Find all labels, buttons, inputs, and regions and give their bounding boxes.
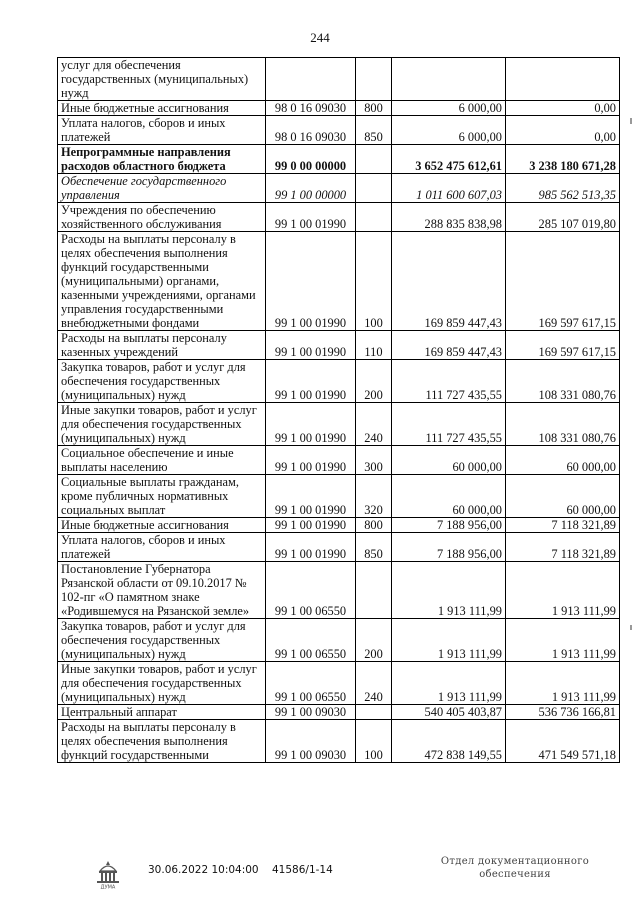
row-amount-year1: 1 913 111,99 [392,619,506,662]
row-type: 320 [356,475,392,518]
row-name: Социальные выплаты гражданам, кроме публичных нормативных социальных выплат [58,475,266,518]
row-code: 99 1 00 06550 [266,619,356,662]
row-amount-year1: 111 727 435,55 [392,360,506,403]
row-amount-year1: 472 838 149,55 [392,720,506,763]
logo-text: ДУМА [100,884,116,889]
row-amount-year1 [392,58,506,101]
row-name: услуг для обеспечения государственных (муниципальных) нужд [58,58,266,101]
row-amount-year1: 169 859 447,43 [392,232,506,331]
footer-date: 30.06.2022 10:04:00 [148,864,259,876]
row-code: 99 1 00 06550 [266,562,356,619]
row-amount-year2: 7 118 321,89 [506,533,620,562]
row-amount-year1: 169 859 447,43 [392,331,506,360]
row-type [356,705,392,720]
row-type: 800 [356,101,392,116]
row-amount-year2: 7 118 321,89 [506,518,620,533]
row-name: Уплата налогов, сборов и иных платежей [58,116,266,145]
table-row [58,232,620,331]
table-row [58,145,620,174]
row-amount-year1: 6 000,00 [392,101,506,116]
row-type [356,58,392,101]
row-code: 99 1 00 09030 [266,720,356,763]
row-type: 240 [356,403,392,446]
table-row [58,116,620,145]
row-name: Иные закупки товаров, работ и услуг для обеспечения государственных (муниципальных) нужд [58,403,266,446]
row-amount-year2: 536 736 166,81 [506,705,620,720]
table-row [58,331,620,360]
edge-mark [630,118,632,124]
table-row [58,203,620,232]
row-code: 99 1 00 01990 [266,331,356,360]
table-row [58,360,620,403]
stamp-line-1: Отдел документационного [440,856,590,867]
row-amount-year2 [506,58,620,101]
row-amount-year2: 285 107 019,80 [506,203,620,232]
row-code: 99 1 00 01990 [266,403,356,446]
page-number: 244 [310,30,330,45]
row-amount-year2: 1 913 111,99 [506,619,620,662]
row-amount-year2: 1 913 111,99 [506,562,620,619]
row-amount-year2: 169 597 617,15 [506,232,620,331]
row-code: 99 0 00 00000 [266,145,356,174]
row-code: 99 1 00 01990 [266,475,356,518]
table-row [58,101,620,116]
row-type: 850 [356,533,392,562]
row-amount-year2: 60 000,00 [506,475,620,518]
row-name: Учреждения по обеспечению хозяйственного обслуживания [58,203,266,232]
table-row [58,518,620,533]
row-amount-year1: 60 000,00 [392,475,506,518]
row-code: 99 1 00 06550 [266,662,356,705]
row-type: 300 [356,446,392,475]
row-name: Расходы на выплаты персоналу в целях обеспечения выполнения функций государственными [58,720,266,763]
row-amount-year2: 985 562 513,35 [506,174,620,203]
row-name: Иные бюджетные ассигнования [58,518,266,533]
row-type: 800 [356,518,392,533]
row-type [356,562,392,619]
row-code: 99 1 00 09030 [266,705,356,720]
row-name: Закупка товаров, работ и услуг для обеспечения государственных (муниципальных) нужд [58,619,266,662]
table-row [58,475,620,518]
row-amount-year2: 108 331 080,76 [506,360,620,403]
row-type [356,203,392,232]
stamp-line-2: обеспечения [479,869,551,880]
table-row [58,174,620,203]
row-name: Обеспечение государственного управления [58,174,266,203]
table-row [58,533,620,562]
row-amount-year1: 7 188 956,00 [392,518,506,533]
edge-mark [630,625,632,630]
budget-table-body [58,58,620,763]
table-row [58,446,620,475]
row-name: Непрограммные направления расходов областного бюджета [58,145,266,174]
row-type: 100 [356,720,392,763]
row-type: 240 [356,662,392,705]
row-amount-year2: 169 597 617,15 [506,331,620,360]
row-amount-year1: 6 000,00 [392,116,506,145]
row-code: 99 1 00 01990 [266,533,356,562]
row-code: 99 1 00 01990 [266,232,356,331]
page-footer [0,855,640,905]
row-amount-year2: 1 913 111,99 [506,662,620,705]
table-row [58,705,620,720]
table-row [58,58,620,101]
table-row [58,562,620,619]
row-type [356,174,392,203]
row-type: 110 [356,331,392,360]
row-amount-year2: 60 000,00 [506,446,620,475]
row-type: 100 [356,232,392,331]
row-amount-year1: 540 405 403,87 [392,705,506,720]
row-code: 99 1 00 01990 [266,203,356,232]
row-name: Иные бюджетные ассигнования [58,101,266,116]
row-amount-year1: 111 727 435,55 [392,403,506,446]
row-type: 200 [356,360,392,403]
table-row [58,403,620,446]
row-name: Закупка товаров, работ и услуг для обеспечения государственных (муниципальных) нужд [58,360,266,403]
row-code: 99 1 00 01990 [266,360,356,403]
table-row [58,619,620,662]
row-code [266,58,356,101]
row-name: Постановление Губернатора Рязанской области от 09.10.2017 № 102-пг «О памятном знаке «Родившемуся на Рязанской земле» [58,562,266,619]
row-amount-year1: 1 011 600 607,03 [392,174,506,203]
row-amount-year1: 60 000,00 [392,446,506,475]
row-code: 98 0 16 09030 [266,101,356,116]
department-stamp [440,855,590,881]
table-row [58,720,620,763]
row-code: 98 0 16 09030 [266,116,356,145]
row-name: Расходы на выплаты персоналу казенных учреждений [58,331,266,360]
row-amount-year1: 7 188 956,00 [392,533,506,562]
row-name: Уплата налогов, сборов и иных платежей [58,533,266,562]
row-name: Иные закупки товаров, работ и услуг для обеспечения государственных (муниципальных) нужд [58,662,266,705]
row-amount-year2: 0,00 [506,101,620,116]
row-name: Центральный аппарат [58,705,266,720]
row-amount-year2: 108 331 080,76 [506,403,620,446]
row-amount-year1: 1 913 111,99 [392,562,506,619]
table-row [58,662,620,705]
row-code: 99 1 00 01990 [266,518,356,533]
row-amount-year1: 3 652 475 612,61 [392,145,506,174]
duma-logo-icon [94,859,122,889]
row-amount-year2: 3 238 180 671,28 [506,145,620,174]
row-type: 850 [356,116,392,145]
row-amount-year2: 471 549 571,18 [506,720,620,763]
row-name: Социальное обеспечение и иные выплаты населению [58,446,266,475]
row-type [356,145,392,174]
row-amount-year1: 1 913 111,99 [392,662,506,705]
row-amount-year1: 288 835 838,98 [392,203,506,232]
row-type: 200 [356,619,392,662]
row-code: 99 1 00 01990 [266,446,356,475]
row-name: Расходы на выплаты персоналу в целях обеспечения выполнения функций государственными (муниципальными) органами, казенными учреждениями, органами управления государственными внебюджетными фондами [58,232,266,331]
budget-table [57,57,620,763]
row-amount-year2: 0,00 [506,116,620,145]
footer-doc-number: 41586/1-14 [272,864,333,876]
row-code: 99 1 00 00000 [266,174,356,203]
